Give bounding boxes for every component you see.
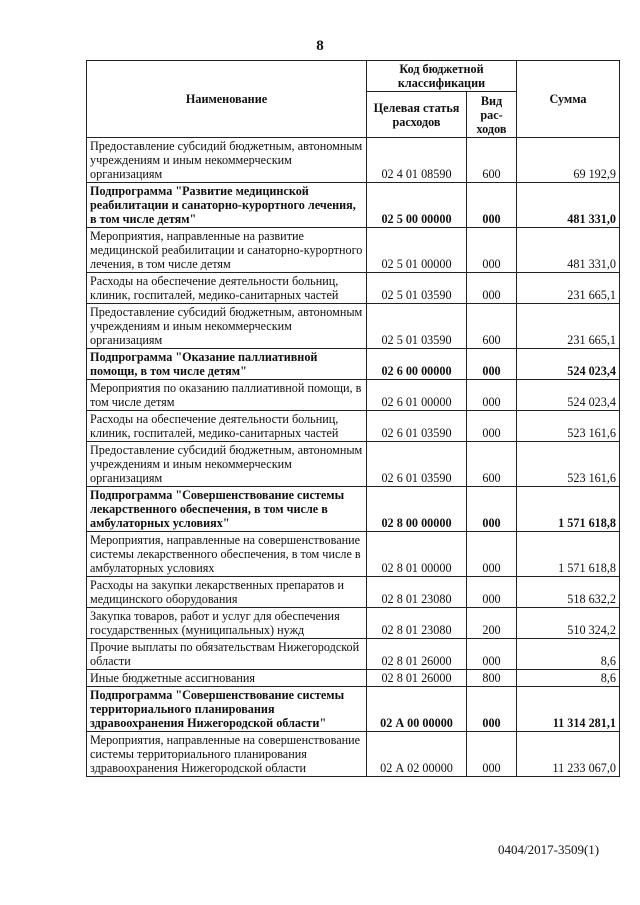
- row-kind: 000: [467, 487, 517, 532]
- row-target-code: 02 А 00 00000: [367, 687, 467, 732]
- row-sum: 11 233 067,0: [517, 732, 620, 777]
- row-name: Подпрограмма "Совершенствование системы лекарственного обеспечения, в том числе в амбулаторных условиях": [87, 487, 367, 532]
- row-sum: 1 571 618,8: [517, 487, 620, 532]
- table-row: [87, 273, 620, 304]
- row-target-code: 02 8 01 23080: [367, 577, 467, 608]
- header-kind: Вид рас-ходов: [467, 92, 517, 138]
- row-sum: 524 023,4: [517, 349, 620, 380]
- table-row: [87, 228, 620, 273]
- row-kind: 000: [467, 349, 517, 380]
- row-target-code: 02 8 01 26000: [367, 639, 467, 670]
- row-name: Предоставление субсидий бюджетным, автономным учреждениям и иным некоммерческим организациям: [87, 138, 367, 183]
- table-row: [87, 670, 620, 687]
- row-target-code: 02 5 00 00000: [367, 183, 467, 228]
- row-target-code: 02 5 01 00000: [367, 228, 467, 273]
- row-name: Подпрограмма "Развитие медицинской реабилитации и санаторно-курортного лечения, в том числе детям": [87, 183, 367, 228]
- table-row: [87, 411, 620, 442]
- row-sum: 523 161,6: [517, 442, 620, 487]
- table-row: [87, 608, 620, 639]
- row-target-code: 02 5 01 03590: [367, 304, 467, 349]
- row-sum: 11 314 281,1: [517, 687, 620, 732]
- header-name: Наименование: [87, 61, 367, 138]
- table-row: [87, 183, 620, 228]
- header-sum: Сумма: [517, 61, 620, 138]
- table-row: [87, 380, 620, 411]
- document-code: 0404/2017-3509(1): [498, 842, 600, 857]
- row-sum: 518 632,2: [517, 577, 620, 608]
- row-target-code: 02 6 01 03590: [367, 411, 467, 442]
- row-target-code: 02 8 01 23080: [367, 608, 467, 639]
- row-sum: 69 192,9: [517, 138, 620, 183]
- row-kind: 000: [467, 380, 517, 411]
- row-target-code: 02 4 01 08590: [367, 138, 467, 183]
- row-kind: 200: [467, 608, 517, 639]
- row-name: Предоставление субсидий бюджетным, автономным учреждениям и иным некоммерческим организациям: [87, 442, 367, 487]
- row-kind: 800: [467, 670, 517, 687]
- table-body: [87, 138, 620, 777]
- row-kind: 000: [467, 732, 517, 777]
- row-name: Расходы на обеспечение деятельности больниц, клиник, госпиталей, медико-санитарных частей: [87, 411, 367, 442]
- row-target-code: 02 5 01 03590: [367, 273, 467, 304]
- row-name: Прочие выплаты по обязательствам Нижегородской области: [87, 639, 367, 670]
- row-target-code: 02 А 02 00000: [367, 732, 467, 777]
- row-sum: 231 665,1: [517, 273, 620, 304]
- row-target-code: 02 8 00 00000: [367, 487, 467, 532]
- row-kind: 600: [467, 138, 517, 183]
- row-name: Подпрограмма "Совершенствование системы территориального планирования здравоохранения Нижегородской области": [87, 687, 367, 732]
- row-sum: 8,6: [517, 670, 620, 687]
- table-row: [87, 487, 620, 532]
- header-target: Целевая статья расходов: [367, 92, 467, 138]
- row-sum: 510 324,2: [517, 608, 620, 639]
- page-number: 8: [316, 38, 324, 54]
- row-kind: 000: [467, 273, 517, 304]
- row-kind: 000: [467, 183, 517, 228]
- table-row: [87, 687, 620, 732]
- row-kind: 000: [467, 639, 517, 670]
- row-kind: 600: [467, 304, 517, 349]
- row-name: Подпрограмма "Оказание паллиативной помощи, в том числе детям": [87, 349, 367, 380]
- table-row: [87, 349, 620, 380]
- table-row: [87, 138, 620, 183]
- row-name: Мероприятия по оказанию паллиативной помощи, в том числе детям: [87, 380, 367, 411]
- row-target-code: 02 6 01 00000: [367, 380, 467, 411]
- row-kind: 600: [467, 442, 517, 487]
- row-kind: 000: [467, 687, 517, 732]
- row-name: Расходы на обеспечение деятельности больниц, клиник, госпиталей, медико-санитарных частей: [87, 273, 367, 304]
- row-name: Иные бюджетные ассигнования: [87, 670, 367, 687]
- row-kind: 000: [467, 577, 517, 608]
- row-sum: 523 161,6: [517, 411, 620, 442]
- row-target-code: 02 8 01 26000: [367, 670, 467, 687]
- table-row: [87, 732, 620, 777]
- row-name: Мероприятия, направленные на совершенствование системы территориального планирования здравоохранения Нижегородской области: [87, 732, 367, 777]
- row-sum: 481 331,0: [517, 183, 620, 228]
- table-row: [87, 639, 620, 670]
- table-row: [87, 532, 620, 577]
- row-name: Мероприятия, направленные на совершенствование системы лекарственного обеспечения, в том числе в амбулаторных условиях: [87, 532, 367, 577]
- budget-table: [86, 60, 620, 777]
- row-kind: 000: [467, 228, 517, 273]
- row-sum: 8,6: [517, 639, 620, 670]
- row-sum: 231 665,1: [517, 304, 620, 349]
- row-name: Закупка товаров, работ и услуг для обеспечения государственных (муниципальных) нужд: [87, 608, 367, 639]
- row-kind: 000: [467, 411, 517, 442]
- header-code-group: Код бюджетной классификации: [367, 61, 517, 92]
- row-sum: 481 331,0: [517, 228, 620, 273]
- table-row: [87, 577, 620, 608]
- row-name: Мероприятия, направленные на развитие медицинской реабилитации и санаторно-курортного лечения, в том числе детям: [87, 228, 367, 273]
- row-name: Предоставление субсидий бюджетным, автономным учреждениям и иным некоммерческим организациям: [87, 304, 367, 349]
- row-target-code: 02 8 01 00000: [367, 532, 467, 577]
- table-row: [87, 442, 620, 487]
- row-target-code: 02 6 00 00000: [367, 349, 467, 380]
- row-sum: 1 571 618,8: [517, 532, 620, 577]
- row-name: Расходы на закупки лекарственных препаратов и медицинского оборудования: [87, 577, 367, 608]
- row-kind: 000: [467, 532, 517, 577]
- table-row: [87, 304, 620, 349]
- row-target-code: 02 6 01 03590: [367, 442, 467, 487]
- row-sum: 524 023,4: [517, 380, 620, 411]
